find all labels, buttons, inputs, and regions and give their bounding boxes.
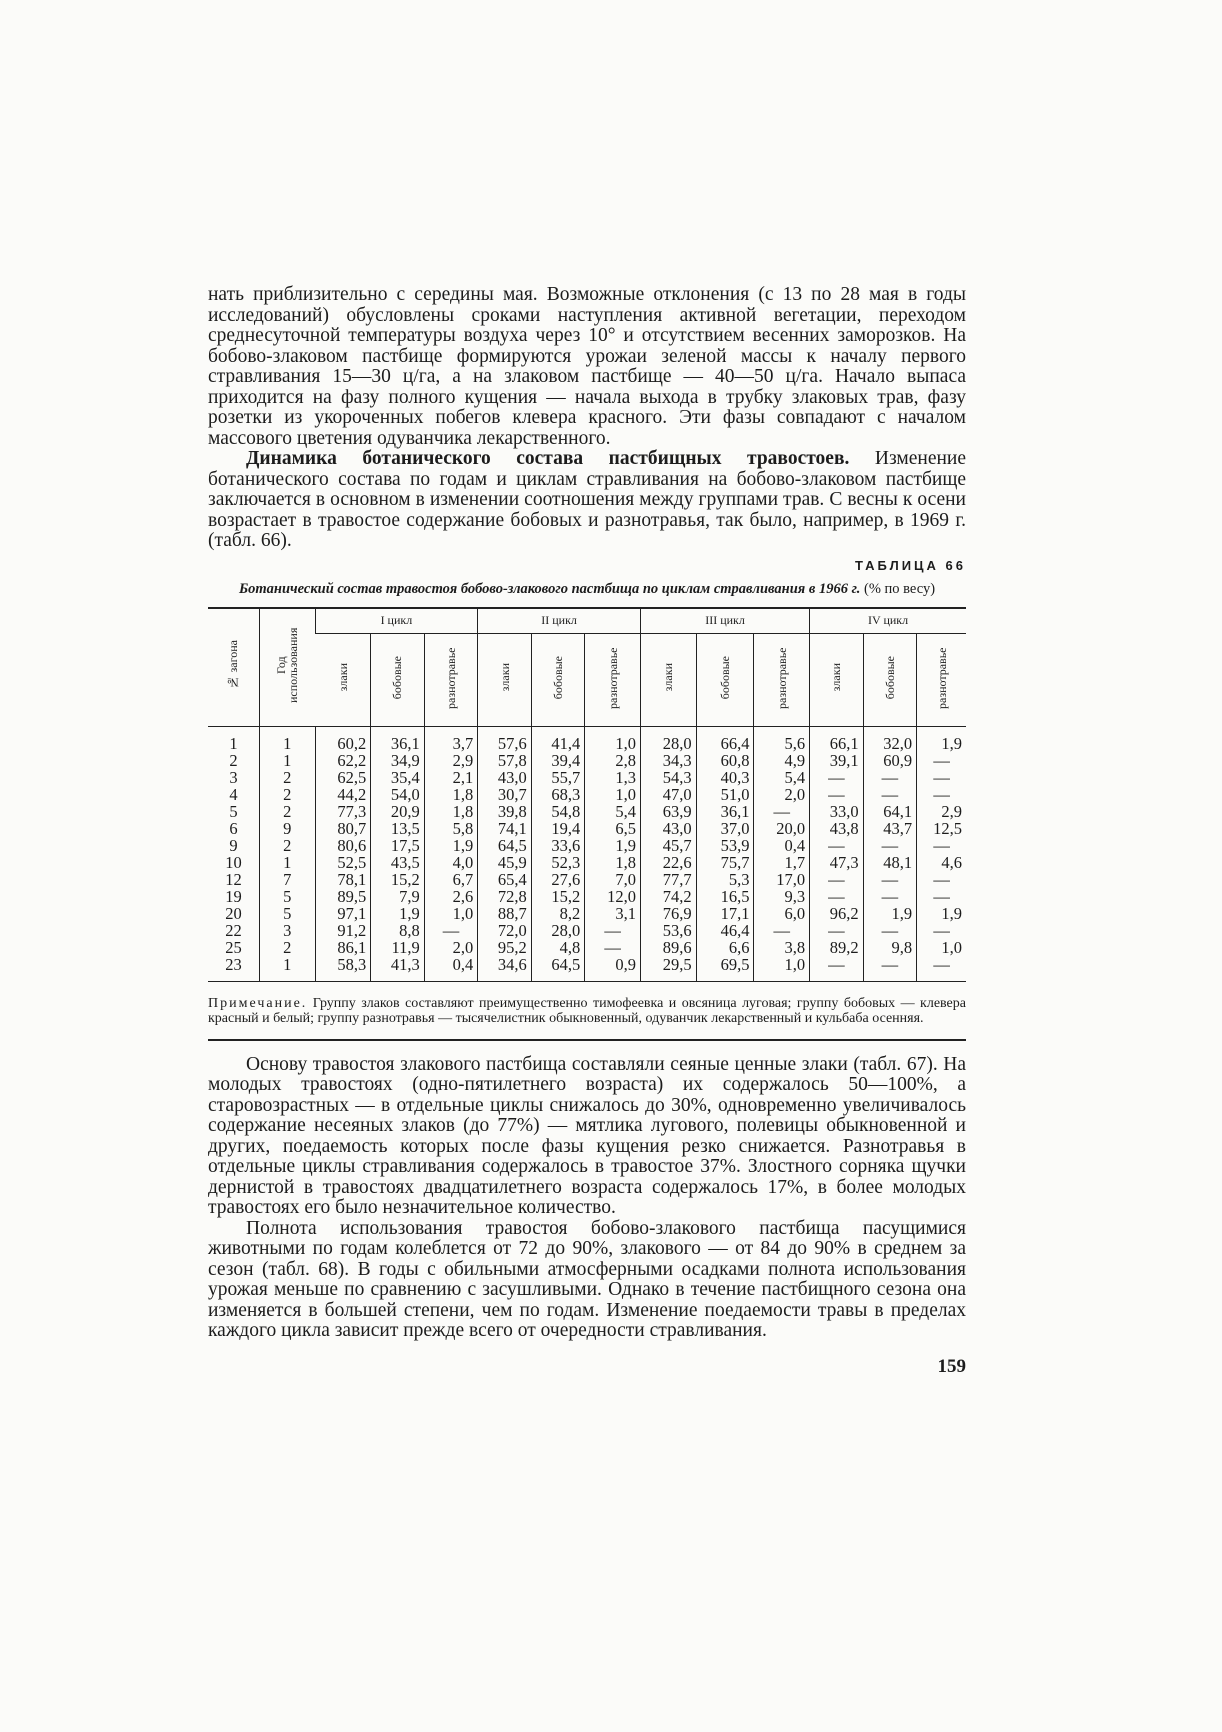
table-cell: 1,8: [424, 786, 478, 803]
header-legumes: бобовые: [863, 633, 917, 726]
table-cell: 36,1: [696, 803, 754, 820]
table-cell: 5,3: [696, 871, 754, 888]
table-cell: 12,0: [585, 888, 641, 905]
table-cell: 54,3: [640, 769, 696, 786]
table-cell: 17,1: [696, 905, 754, 922]
table-caption-unit: (% по весу): [864, 580, 936, 597]
header-legumes: бобовые: [371, 633, 425, 726]
table-cell: 43,8: [810, 820, 864, 837]
top-paragraph-2-text: Изменение ботанического состава по годам и циклам стравливания на бобово-злаковом пастбище заключается в основном в изменении соотношения между группами трав. С весны к осени возрастает в травостое содержание бобовых и разнотравья, так было, например, в 1969 г. (табл. 66).: [208, 448, 966, 551]
table-cell: 1,9: [371, 905, 425, 922]
table-cell: 75,7: [696, 854, 754, 871]
table-cell: 28,0: [531, 922, 585, 939]
table-body: [208, 726, 966, 981]
table-cell: 4,6: [917, 854, 966, 871]
table-cell: 96,2: [810, 905, 864, 922]
table-cell: 2,0: [754, 786, 810, 803]
table-cell: 57,8: [478, 752, 532, 769]
table-cell: 20,0: [754, 820, 810, 837]
bottom-paragraph-1: Основу травостоя злакового пастбища составляли сеяные ценные злаки (табл. 67). На молодых травостоях (одно-пятилетнего возраста) их содержалось 50—100%, а старовозрастных — в отдельные циклы снижалось до 30%, одновременно увеличивалось содержание несеяных злаков (до 77%) — мятлика лугового, полевицы обыкновенной и других, поедаемость которых после фазы кущения резко снижается. Разнотравья в отдельные циклы стравливания содержалось в травостое 37%. Злостного сорняка щучки дернистой в травостоях двадцатилетнего возраста содержалось 17%, в более молодых травостоях его было незначительное количество.: [208, 1053, 966, 1218]
table-cell: 7: [259, 871, 315, 888]
table-cell: 6,5: [585, 820, 641, 837]
table-cell: 74,2: [640, 888, 696, 905]
table-cell: 4,9: [754, 752, 810, 769]
table-cell: 34,3: [640, 752, 696, 769]
bottom-paragraph-2: Полнота использования травостоя бобово-злакового пастбища пасущимися животными по годам колеблется от 72 до 90%, злакового — от 84 до 90% в среднем за сезон (табл. 68). В годы с обильными атмосферными осадками полнота использования урожая меньше по сравнению с засушливыми. Однако в течение пастбищного сезона она изменяется в большей степени, чем по годам. Изменение поедаемости травы в пределах каждого цикла зависит прежде всего от очередности стравливания.: [208, 1217, 966, 1341]
table-cell: —: [810, 888, 864, 905]
table-cell: 3: [229, 767, 238, 787]
table-cell: 64,5: [478, 837, 532, 854]
table-caption: [208, 581, 966, 597]
table-cell: 9: [259, 820, 315, 837]
table-cell: 47,0: [640, 786, 696, 803]
table-cell: 39,4: [531, 752, 585, 769]
table-cell: 22: [225, 920, 242, 940]
table-cell: 3,1: [585, 905, 641, 922]
table-cell: 36,1: [371, 726, 425, 752]
table-cell: 34,9: [371, 752, 425, 769]
table-cell: 4: [229, 784, 238, 804]
table-cell: 2: [259, 803, 315, 820]
table-cell: —: [863, 871, 917, 888]
table-row: [208, 888, 966, 905]
table-cell: 1: [259, 726, 315, 752]
table-cell: —: [810, 871, 864, 888]
table-cell: 6: [229, 818, 238, 838]
table-cell: 76,9: [640, 905, 696, 922]
table-note: [208, 996, 966, 1041]
table-row: [208, 939, 966, 956]
note-label: Примечание.: [208, 995, 308, 1011]
table-cell: 47,3: [810, 854, 864, 871]
header-cycle-1: I цикл: [315, 608, 478, 634]
table-cell: 64,5: [531, 956, 585, 982]
table-cell: 0,9: [585, 956, 641, 982]
table-cell: 22,6: [640, 854, 696, 871]
table-cell: 45,7: [640, 837, 696, 854]
table-cell: 1: [259, 854, 315, 871]
table-cell: 39,8: [478, 803, 532, 820]
table-cell: 66,4: [696, 726, 754, 752]
table-cell: 2: [259, 786, 315, 803]
table-cell: 1,0: [585, 726, 641, 752]
header-grasses: злаки: [640, 633, 696, 726]
table-cell: 89,5: [315, 888, 371, 905]
table-cell: 4,0: [424, 854, 478, 871]
table-cell: —: [863, 786, 917, 803]
table-cell: 60,8: [696, 752, 754, 769]
header-forbs: разнотравье: [585, 633, 641, 726]
table-cell: 2,9: [424, 752, 478, 769]
table-cell: —: [917, 786, 966, 803]
table-cell: 88,7: [478, 905, 532, 922]
table-row: [208, 769, 966, 786]
table-row: [208, 854, 966, 871]
table-row: [208, 820, 966, 837]
table-cell: 80,7: [315, 820, 371, 837]
table-cell: 41,3: [371, 956, 425, 982]
table-cell: —: [917, 769, 966, 786]
table-cell: —: [754, 803, 810, 820]
top-paragraph-2: [208, 449, 966, 552]
table-cell: 20,9: [371, 803, 425, 820]
table-row: [208, 922, 966, 939]
table-cell: 19,4: [531, 820, 585, 837]
table-cell: 40,3: [696, 769, 754, 786]
table-cell: 1,9: [585, 837, 641, 854]
botanical-table: [208, 607, 966, 982]
table-cell: 86,1: [315, 939, 371, 956]
table-cell: 13,5: [371, 820, 425, 837]
table-cell: 43,0: [478, 769, 532, 786]
table-cell: 5,8: [424, 820, 478, 837]
table-cell: —: [810, 956, 864, 982]
table-cell: 2: [259, 939, 315, 956]
table-cell: 2: [259, 769, 315, 786]
table-cell: 3,8: [754, 939, 810, 956]
table-cell: 6,7: [424, 871, 478, 888]
table-row: [208, 803, 966, 820]
table-cell: —: [917, 888, 966, 905]
table-label: ТАБЛИЦА 66: [855, 557, 966, 573]
table-cell: 30,7: [478, 786, 532, 803]
table-cell: 1: [259, 752, 315, 769]
table-cell: 25: [225, 937, 242, 957]
table-cell: 2: [259, 837, 315, 854]
table-row: [208, 956, 966, 982]
top-paragraph-1: нать приблизительно с середины мая. Возможные отклонения (с 13 по 28 мая в годы исследований) обусловлены сроками наступления активной вегетации, переходом среднесуточной температуры воздуха через 10° и отсутствием весенних заморозков. На бобово-злаковом пастбище формируются урожаи зеленой массы к началу первого стравливания 15—30 ц/га, а на злаковом пастбище — 40—50 ц/га. Начало выпаса приходится на фазу полного кущения — начала выхода в трубку злаковых трав, фазу розетки из укороченных побегов клевера красного. Эти фазы совпадают с началом массового цветения одуванчика лекарственного.: [208, 284, 966, 449]
table-cell: 5,6: [754, 726, 810, 752]
table-cell: 23: [208, 956, 259, 982]
table-cell: 1: [229, 733, 238, 753]
table-cell: 5,4: [754, 769, 810, 786]
table-cell: 12,5: [917, 820, 966, 837]
table-cell: 11,9: [371, 939, 425, 956]
table-cell: 4,8: [531, 939, 585, 956]
table-cell: 1,8: [585, 854, 641, 871]
table-cell: 10: [225, 852, 242, 872]
table-row: [208, 837, 966, 854]
header-pen-number: № загона: [208, 608, 259, 727]
header-grasses: злаки: [478, 633, 532, 726]
table-cell: —: [863, 769, 917, 786]
table-cell: 58,3: [315, 956, 371, 982]
table-cell: 45,9: [478, 854, 532, 871]
table-caption-title: Ботанический состав травостоя бобово-злакового пастбища по циклам стравливания в 1966 г.: [238, 580, 861, 597]
table-cell: —: [863, 888, 917, 905]
table-cell: 0,4: [754, 837, 810, 854]
table-cell: 1,0: [585, 786, 641, 803]
table-cell: 15,2: [531, 888, 585, 905]
table-cell: 32,0: [863, 726, 917, 752]
table-cell: 80,6: [315, 837, 371, 854]
table-cell: 5: [259, 888, 315, 905]
page-number: 159: [937, 1355, 966, 1377]
table-cell: 5: [259, 905, 315, 922]
table-cell: —: [917, 871, 966, 888]
table-cell: 60,9: [863, 752, 917, 769]
table-row: [208, 786, 966, 803]
table-cell: 3,7: [424, 726, 478, 752]
table-cell: 97,1: [315, 905, 371, 922]
table-cell: 57,6: [478, 726, 532, 752]
table-cell: 2: [229, 750, 238, 770]
table-cell: 52,3: [531, 854, 585, 871]
table-cell: 7,0: [585, 871, 641, 888]
table-cell: 43,7: [863, 820, 917, 837]
table-cell: 1,0: [917, 939, 966, 956]
table-cell: 15,2: [371, 871, 425, 888]
table-cell: 65,4: [478, 871, 532, 888]
section-heading: Динамика ботанического состава пастбищных травостоев.: [246, 448, 850, 469]
table-cell: 33,0: [810, 803, 864, 820]
table-cell: 43,0: [640, 820, 696, 837]
table-cell: 44,2: [315, 786, 371, 803]
table-cell: 72,8: [478, 888, 532, 905]
table-cell: 9,3: [754, 888, 810, 905]
table-cell: 6,6: [696, 939, 754, 956]
table-cell: 19: [225, 886, 242, 906]
table-cell: 12: [225, 869, 242, 889]
table-row: [208, 871, 966, 888]
table-cell: 9,8: [863, 939, 917, 956]
table-cell: —: [917, 752, 966, 769]
table-cell: 89,6: [640, 939, 696, 956]
table-cell: 78,1: [315, 871, 371, 888]
header-cycle-2: II цикл: [478, 608, 641, 634]
table-cell: 1,8: [424, 803, 478, 820]
table-cell: 8,2: [531, 905, 585, 922]
table-cell: 72,0: [478, 922, 532, 939]
table-cell: —: [863, 956, 917, 982]
table-cell: 6,0: [754, 905, 810, 922]
table-cell: 37,0: [696, 820, 754, 837]
table-cell: 2,8: [585, 752, 641, 769]
table-cell: 2,9: [917, 803, 966, 820]
table-cell: 62,2: [315, 752, 371, 769]
page: [208, 285, 966, 1378]
table-cell: 20: [225, 903, 242, 923]
table-cell: —: [585, 922, 641, 939]
header-year-of-use: Год использования: [259, 608, 315, 727]
table-cell: 2,6: [424, 888, 478, 905]
table-cell: 1,9: [424, 837, 478, 854]
table-cell: 54,0: [371, 786, 425, 803]
header-legumes: бобовые: [696, 633, 754, 726]
table-cell: 68,3: [531, 786, 585, 803]
header-grasses: злаки: [315, 633, 371, 726]
table-cell: 77,7: [640, 871, 696, 888]
table-cell: 1,9: [917, 905, 966, 922]
table-cell: 69,5: [696, 956, 754, 982]
table-cell: 16,5: [696, 888, 754, 905]
table-cell: 89,2: [810, 939, 864, 956]
table-cell: 64,1: [863, 803, 917, 820]
header-legumes: бобовые: [531, 633, 585, 726]
table-cell: 63,9: [640, 803, 696, 820]
table-cell: 9: [229, 835, 238, 855]
table-row: [208, 726, 966, 752]
table-cell: 29,5: [640, 956, 696, 982]
table-cell: —: [917, 837, 966, 854]
table-cell: 1,7: [754, 854, 810, 871]
table-row: [208, 752, 966, 769]
note-text: Группу злаков составляют преимущественно тимофеевка и овсяница луговая; группу бобовых — клевера красный и белый; группу разнотравья — тысячелистник обыкновенный, одуванчик лекарственный и кульбаба осенняя.: [208, 995, 966, 1026]
table-cell: 55,7: [531, 769, 585, 786]
header-cycle-3: III цикл: [640, 608, 809, 634]
table-cell: 53,6: [640, 922, 696, 939]
table-cell: 1,3: [585, 769, 641, 786]
table-cell: —: [863, 922, 917, 939]
table-cell: 46,4: [696, 922, 754, 939]
table-cell: 1: [259, 956, 315, 982]
table-cell: —: [810, 837, 864, 854]
table-cell: 1,0: [754, 956, 810, 982]
table-cell: 7,9: [371, 888, 425, 905]
table-cell: 17,5: [371, 837, 425, 854]
table-cell: 3: [259, 922, 315, 939]
table-cell: —: [917, 956, 966, 982]
table-cell: 52,5: [315, 854, 371, 871]
table-cell: 27,6: [531, 871, 585, 888]
table-cell: 54,8: [531, 803, 585, 820]
table-cell: 77,3: [315, 803, 371, 820]
table-cell: —: [810, 786, 864, 803]
table-cell: 35,4: [371, 769, 425, 786]
table-cell: 53,9: [696, 837, 754, 854]
table-cell: 2,0: [424, 939, 478, 956]
table-cell: 48,1: [863, 854, 917, 871]
header-cycle-4: IV цикл: [810, 608, 966, 634]
table-cell: —: [863, 837, 917, 854]
table-cell: 34,6: [478, 956, 532, 982]
table-cell: 1,9: [863, 905, 917, 922]
table-cell: 0,4: [424, 956, 478, 982]
table-row: [208, 905, 966, 922]
header-forbs: разнотравье: [917, 633, 966, 726]
table-cell: 66,1: [810, 726, 864, 752]
table-cell: —: [810, 922, 864, 939]
table-cell: 28,0: [640, 726, 696, 752]
header-forbs: разнотравье: [424, 633, 478, 726]
header-grasses: злаки: [810, 633, 864, 726]
table-cell: —: [424, 922, 478, 939]
table-cell: —: [917, 922, 966, 939]
table-cell: 17,0: [754, 871, 810, 888]
table-cell: 43,5: [371, 854, 425, 871]
table-cell: 95,2: [478, 939, 532, 956]
table-cell: 33,6: [531, 837, 585, 854]
table-cell: 41,4: [531, 726, 585, 752]
table-cell: 1,9: [917, 726, 966, 752]
table-cell: —: [810, 769, 864, 786]
table-cell: —: [754, 922, 810, 939]
table-cell: 39,1: [810, 752, 864, 769]
table-cell: 51,0: [696, 786, 754, 803]
table-cell: 60,2: [315, 726, 371, 752]
table-cell: 91,2: [315, 922, 371, 939]
table-cell: 2,1: [424, 769, 478, 786]
table-cell: 74,1: [478, 820, 532, 837]
table-cell: —: [585, 939, 641, 956]
header-forbs: разнотравье: [754, 633, 810, 726]
table-cell: 5,4: [585, 803, 641, 820]
table-cell: 1,0: [424, 905, 478, 922]
table-cell: 8,8: [371, 922, 425, 939]
table-cell: 5: [229, 801, 238, 821]
table-cell: 62,5: [315, 769, 371, 786]
